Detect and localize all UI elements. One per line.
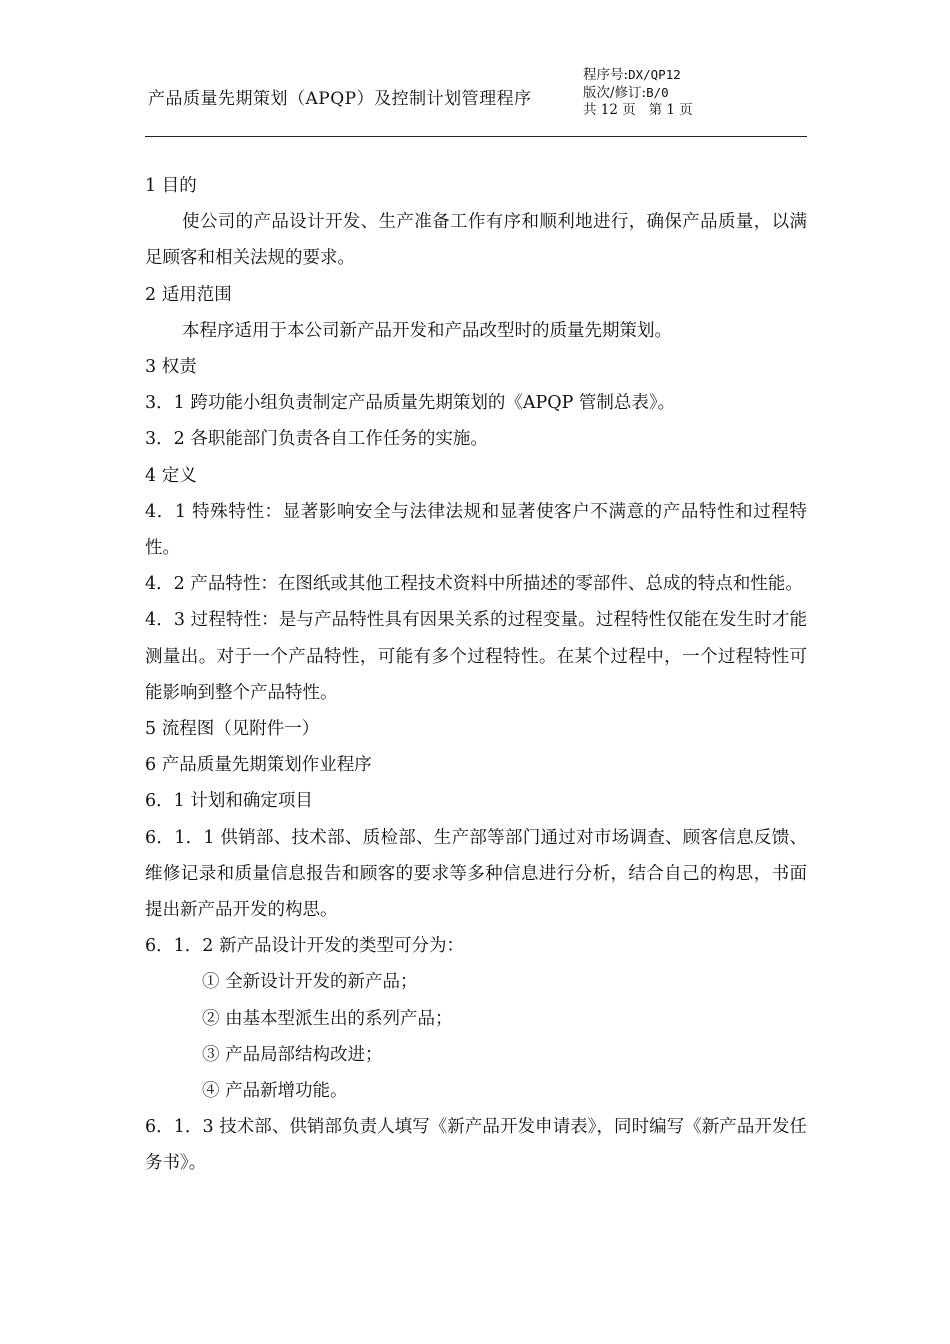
clause: 3．1 跨功能小组负责制定产品质量先期策划的《APQP 管制总表》。 [145,393,676,414]
clause: 4．3 过程特性：是与产品特性具有因果关系的过程变量。过程特性仅能在发生时才能测量出。对于一个产品特性，可能有多个过程特性。在某个过程中，一个过程特性可能影响到整个产品特性。 [145,610,807,703]
document-body [145,168,807,1182]
section-heading: 3 权责 [145,357,197,378]
document-meta [583,66,693,119]
section-heading: 2 适用范围 [145,284,232,305]
revision [583,84,693,102]
section-heading: 5 流程图（见附件一） [145,719,320,740]
page-count [583,102,693,119]
clause: 6．1．1 供销部、技术部、质检部、生产部等部门通过对市场调查、顾客信息反馈、维修记录和质量信息报告和顾客的要求等多种信息进行分析，结合自己的构思，书面提出新产品开发的构思。 [145,827,807,921]
revision-label: 版次/修订: [583,85,647,101]
program-number-label: 程序号: [583,67,629,83]
program-number [583,66,693,84]
clause: 4．1 特殊特性：显著影响安全与法律法规和显著使客户不满意的产品特性和过程特性。 [145,501,807,559]
section-heading: 6 产品质量先期策划作业程序 [145,755,372,776]
paragraph: 本程序适用于本公司新产品开发和产品改型时的质量先期策划。 [182,320,672,341]
page-current: 第 1 页 [648,102,693,118]
clause: 6．1 计划和确定项目 [145,791,313,812]
list-item: ② 由基本型派生出的系列产品； [202,1008,453,1029]
program-number-value: DX/QP12 [628,67,681,82]
pages-total: 共 12 页 [583,102,636,118]
clause: 6．1．3 技术部、供销部负责人填写《新产品开发申请表》，同时编写《新产品开发任务书》。 [145,1117,807,1174]
clause: 3．2 各职能部门负责各自工作任务的实施。 [145,429,488,450]
clause: 4．2 产品特性：在图纸或其他工程技术资料中所描述的零部件、总成的特点和性能。 [145,574,803,595]
document-title: 产品质量先期策划（APQP）及控制计划管理程序 [148,89,532,109]
section-heading: 4 定义 [145,465,197,486]
revision-value: B/0 [646,85,669,100]
clause: 6．1．2 新产品设计开发的类型可分为： [145,936,464,957]
list-item: ④ 产品新增功能。 [202,1081,348,1102]
page-header [145,64,807,137]
list-item: ① 全新设计开发的新产品； [202,972,418,993]
section-heading: 1 目的 [145,176,197,196]
paragraph: 使公司的产品设计开发、生产准备工作有序和顺利地进行，确保产品质量，以满足顾客和相关法规的要求。 [145,212,807,269]
list-item: ③ 产品局部结构改进； [202,1044,383,1065]
